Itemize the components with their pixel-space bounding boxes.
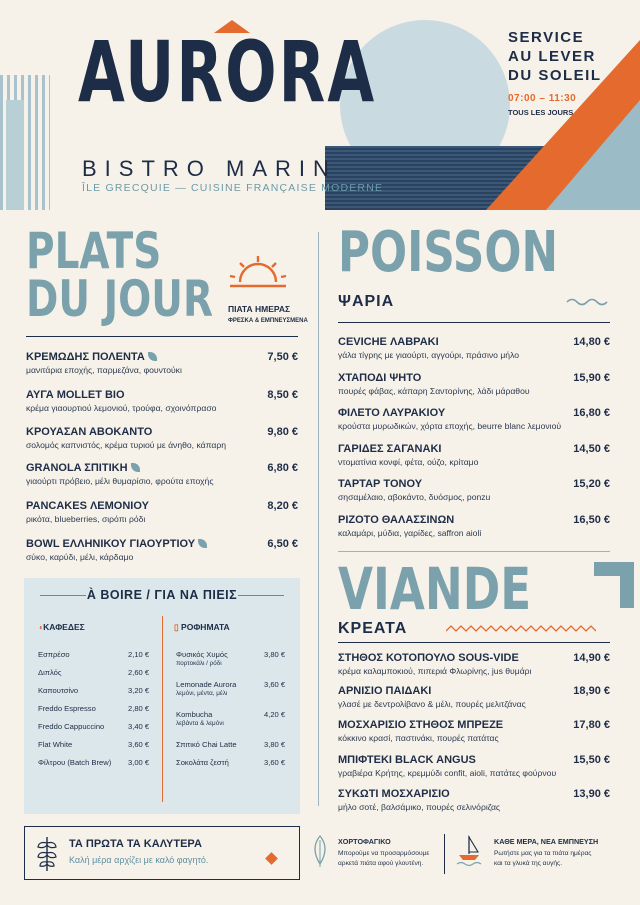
item-name: ΜΟΣΧΑΡΙΣΙΟ ΣΤΗΘΟΣ ΜΠΡΕΖΕ	[338, 719, 504, 731]
item-desc: καλαμάρι, μύδια, γαρίδες, saffron aioli	[338, 528, 482, 538]
drink-sub: λεμόνι, μέντα, μέλι	[176, 690, 228, 697]
drink-price: 3,60 €	[128, 740, 150, 749]
menu-item	[338, 719, 610, 751]
drinks-panel	[24, 578, 300, 814]
daily-text: Ρωτήστε μας για τα πιάτα ημέρας	[494, 850, 592, 857]
item-price: 13,90 €	[573, 788, 610, 800]
item-price: 15,90 €	[573, 372, 610, 384]
drink-price: 2,10 €	[128, 650, 150, 659]
footer-card	[24, 826, 300, 880]
leaf-icon	[148, 352, 157, 361]
drink-price: 3,00 €	[128, 758, 150, 767]
footer	[24, 826, 616, 880]
item-name: ΡΙΖΟΤΟ ΘΑΛΑΣΣΙΝΩΝ	[338, 514, 455, 526]
decorative-stripe-block	[6, 100, 24, 210]
item-name: PANCAKES ΛΕΜΟΝΙΟΥ	[26, 500, 149, 512]
sunrise-icon	[226, 254, 290, 290]
drink-name: Freddo Cappuccino	[38, 722, 105, 731]
item-desc: σύκο, καρύδι, μέλι, κάρδαμο	[26, 552, 134, 562]
item-desc: κόκκινο κρασί, παστινάκι, πουρές πατάτας	[338, 733, 499, 743]
item-desc: μανιτάρια εποχής, παρμεζάνα, φουντούκι	[26, 365, 182, 375]
drink-name: Flat White	[38, 740, 73, 749]
herb-icon	[35, 833, 59, 873]
item-price: 7,50 €	[267, 351, 298, 363]
drink-price: 3,20 €	[128, 686, 150, 695]
drink-name: Φυσικός Χυμός	[176, 650, 228, 659]
item-price: 8,20 €	[267, 500, 298, 512]
menu-item	[338, 685, 610, 717]
item-name: ΣΥΚΩΤΙ ΜΟΣΧΑΡΙΣΙΟ	[338, 788, 450, 800]
item-name: ΑΥΓΑ MOLLET BIO	[26, 389, 125, 401]
item-price: 15,20 €	[573, 478, 610, 490]
daily-text: και τα γλυκά της αυγής.	[494, 860, 563, 867]
poisson-rule	[338, 322, 610, 323]
plats-title	[26, 222, 213, 328]
drink-price: 3,40 €	[128, 722, 150, 731]
menu-header	[0, 0, 640, 210]
item-desc: σησαμέλαιο, αβοκάντο, δυόσμος, ponzu	[338, 492, 491, 502]
viande-rule	[338, 642, 610, 643]
leaf-icon	[310, 834, 330, 868]
drink-sub: λεβάντα & λεμόνι	[176, 720, 224, 727]
service-line: AU LEVER	[508, 48, 596, 65]
plats-subtitle: ΠΙΑΤΑ ΗΜΕΡΑΣ	[228, 304, 291, 314]
service-days: TOUS LES JOURS	[508, 108, 574, 117]
poisson-title: POISSON	[338, 220, 559, 285]
item-price: 15,50 €	[573, 754, 610, 766]
veg-title: ΧΟΡΤΟΦΑΓΙΚΟ	[338, 837, 391, 846]
footer-tagline: Καλή μέρα αρχίζει με καλό φαγητό.	[69, 855, 209, 865]
menu-item	[26, 351, 298, 383]
service-line: SERVICE	[508, 29, 585, 46]
viande-subtitle: ΚΡΕΑΤΑ	[338, 620, 408, 637]
item-price: 18,90 €	[573, 685, 610, 697]
item-name: ΤΑΡΤΑΡ ΤΟΝΟΥ	[338, 478, 423, 490]
item-desc: κρέμα γιαουρτιού λεμονιού, τρούφα, σχοινόπρασο	[26, 403, 217, 413]
service-hours: 07:00 – 11:30	[508, 93, 577, 104]
drink-name: Σπιτικό Chai Latte	[176, 740, 237, 749]
menu-item	[338, 478, 610, 510]
menu-item	[338, 788, 610, 820]
item-desc: ρικότα, blueberries, σιρόπι ρόδι	[26, 514, 146, 524]
menu-item	[338, 652, 610, 684]
menu-item	[338, 443, 610, 475]
item-name: ΓΑΡΙΔΕΣ ΣΑΓΑΝΑΚΙ	[338, 443, 442, 455]
item-name: GRANOLA ΣΠΙΤΙΚΗ	[26, 462, 128, 474]
veg-text: Μπορούμε να προσαρμόσουμε	[338, 850, 430, 857]
plats-subtitle-2: ΦΡΕΣΚΑ & ΕΜΠΝΕΥΣΜΕΝΑ	[228, 318, 308, 324]
item-price: 6,80 €	[267, 462, 298, 474]
item-desc: ντοματίνια κονφί, φέτα, ούζο, κρίταμο	[338, 457, 479, 467]
viande-title: VIANDE	[338, 555, 532, 623]
item-price: 14,80 €	[573, 336, 610, 348]
drink-name: Freddo Espresso	[38, 704, 96, 713]
drink-name: Διπλός	[38, 668, 62, 677]
item-desc: κρούστα μυρωδικών, χόρτα εποχής, beurre blanc λεμονιού	[338, 421, 562, 431]
step-graphic	[594, 562, 634, 608]
drink-price: 3,60 €	[264, 680, 286, 689]
menu-item	[338, 372, 610, 404]
item-desc: μήλο σοτέ, βαλσάμικο, πουρές σελινόριζας	[338, 802, 501, 812]
diamond-icon	[265, 852, 278, 865]
drink-name: Καπουτσίνο	[38, 686, 79, 695]
leaf-icon	[198, 539, 207, 548]
item-name: BOWL ΕΛΛΗΝΙΚΟΥ ΓΙΑΟΥΡΤΙΟΥ	[26, 538, 196, 550]
plats-rule	[26, 336, 298, 337]
drink-sub: πορτοκάλι / ρόδι	[176, 660, 222, 667]
drink-name: Kombucha	[176, 710, 213, 719]
boat-icon	[456, 834, 482, 868]
menu-item	[338, 407, 610, 439]
item-desc: κρέμα καλαμποκιού, πιπεριά Φλωρίνης, jus θυμάρι	[338, 666, 532, 676]
menu-item	[26, 500, 298, 532]
zigzag-icon	[446, 624, 596, 634]
item-name: ΣΤΗΘΟΣ ΚΟΤΟΠΟΥΛΟ SOUS-VIDE	[338, 652, 519, 664]
menu-item	[26, 462, 298, 494]
drink-name: Lemonade Aurora	[176, 680, 237, 689]
item-price: 6,50 €	[267, 538, 298, 550]
beverage-heading	[174, 622, 230, 633]
item-price: 17,80 €	[573, 719, 610, 731]
item-price: 14,90 €	[573, 652, 610, 664]
daily-title: ΚΑΘΕ ΜΕΡΑ, ΝΕΑ ΕΜΠΝΕΥΣΗ	[494, 837, 599, 846]
service-label	[508, 28, 602, 85]
item-price: 14,50 €	[573, 443, 610, 455]
item-name: ΜΠΙΦΤΕΚΙ BLACK ANGUS	[338, 754, 476, 766]
column-divider	[318, 232, 319, 806]
menu-item	[338, 336, 610, 368]
plats-title-line: DU JOUR	[26, 269, 213, 328]
drink-price: 3,80 €	[264, 740, 286, 749]
drink-price: 4,20 €	[264, 710, 286, 719]
item-desc: γιαούρτι πρόβειο, μέλι θυμαρίσιο, φρούτα εποχής	[26, 476, 214, 486]
drink-price: 3,60 €	[264, 758, 286, 767]
item-desc: γραβιέρα Κρήτης, κρεμμύδι confit, aioli, πατάτες φούρνου	[338, 768, 557, 778]
item-name: CEVICHE ΛΑΒΡΑΚΙ	[338, 336, 439, 348]
item-price: 16,80 €	[573, 407, 610, 419]
item-desc: γλασέ με δεντρολίβανο & μέλι, πουρές μελιτζάνας	[338, 699, 526, 709]
item-name: ΑΡΝΙΣΙΟ ΠΑΙΔΑΚΙ	[338, 685, 432, 697]
logo: AURORA	[78, 23, 377, 121]
veg-text: αρκετά πιάτα αφού γλουτένη.	[338, 860, 424, 867]
item-desc: πουρές φάβας, κάπαρη Σαντορίνης, λάδι μάραθου	[338, 386, 530, 396]
drink-price: 2,60 €	[128, 668, 150, 677]
drink-price: 3,80 €	[264, 650, 286, 659]
menu-item	[26, 426, 298, 458]
beverage-heading-label: ΡΟΦΗΜΑΤΑ	[181, 622, 230, 632]
menu-item	[26, 538, 298, 570]
drink-name: Εσπρέσο	[38, 650, 70, 659]
drink-name: Σοκολάτα ζεστή	[176, 758, 229, 767]
item-name: ΦΙΛΕΤΟ ΛΑΥΡΑΚΙΟΥ	[338, 407, 446, 419]
footer-title: ΤΑ ΠΡΩΤΑ ΤΑ ΚΑΛΥΤΕΡΑ	[69, 838, 202, 850]
menu-item	[338, 754, 610, 786]
glass-icon: ▯	[174, 622, 182, 632]
item-name: ΧΤΑΠΟΔΙ ΨΗΤΟ	[338, 372, 422, 384]
tagline: ÎLE GRECQUIE — CUISINE FRANÇAISE MODERNE	[82, 182, 384, 194]
section-rule	[338, 551, 610, 552]
drinks-divider	[162, 616, 163, 802]
service-line: DU SOLEIL	[508, 67, 602, 84]
plats-title-line: PLATS	[26, 222, 162, 280]
coffee-heading	[38, 622, 85, 632]
footer-divider	[444, 834, 445, 874]
item-price: 8,50 €	[267, 389, 298, 401]
item-desc: γάλα τίγρης με γιαούρτι, αγγούρι, πράσινο μήλο	[338, 350, 520, 360]
item-name: ΚΡΟΥΑΣΑΝ ΑΒΟΚΑΝΤΟ	[26, 426, 153, 438]
drink-price: 2,80 €	[128, 704, 150, 713]
menu-item	[26, 389, 298, 421]
item-name: ΚΡΕΜΩΔΗΣ ΠΟΛΕΝΤΑ	[26, 351, 145, 363]
menu-item	[338, 514, 610, 546]
cup-icon: ◖	[38, 622, 44, 632]
leaf-icon	[131, 463, 140, 472]
item-price: 9,80 €	[267, 426, 298, 438]
drink-name: Φίλτρου (Batch Brew)	[38, 758, 112, 767]
poisson-subtitle: ΨΑΡΙΑ	[338, 293, 395, 310]
coffee-heading-label: ΚΑΦΕΔΕΣ	[43, 622, 85, 632]
item-price: 16,50 €	[573, 514, 610, 526]
item-desc: σολομός καπνιστός, κρέμα τυριού με άνηθο, κάπαρη	[26, 440, 227, 450]
logo-subtitle: BISTRO MARIN	[82, 156, 337, 181]
wave-icon	[566, 297, 610, 307]
drinks-title: À BOIRE / ΓΙΑ ΝΑ ΠΙΕΙΣ	[86, 588, 238, 602]
